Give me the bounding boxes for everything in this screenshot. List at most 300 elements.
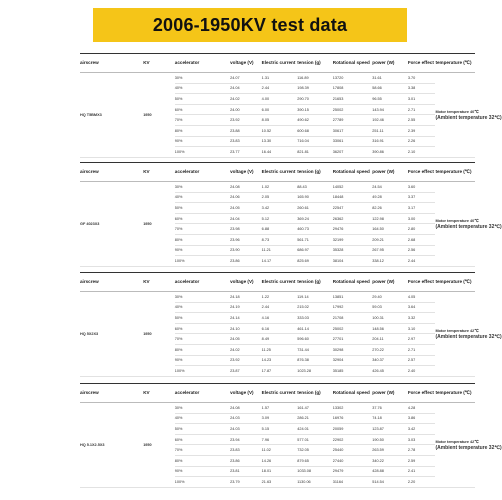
airscrew-cell: HQ 5.1X2.5X3 (80, 403, 143, 488)
data-cell: 23.83 (230, 136, 262, 147)
data-cell: 80% (175, 125, 230, 136)
table-header-row (80, 384, 475, 403)
data-cell: 21.63 (262, 477, 298, 488)
data-cell: 2.10 (408, 147, 436, 158)
data-cell: 122.98 (372, 213, 408, 224)
column-header-power: power (W) (372, 384, 408, 403)
motor-temperature: Motor temperature 42℃ (435, 328, 479, 333)
data-cell: 260.61 (297, 203, 333, 214)
data-cell: 13720 (333, 73, 373, 84)
data-cell: 90% (175, 136, 230, 147)
data-cell: 24.05 (230, 334, 262, 345)
data-cell: 23.90 (230, 245, 262, 256)
column-header-current: Electric current (262, 384, 298, 403)
data-cell: 23.81 (230, 466, 262, 477)
data-cell: 38104 (333, 256, 373, 267)
column-header-airscrew: airscrew (80, 273, 143, 292)
data-cell: 60% (175, 434, 230, 445)
column-header-speed: Rotational speed (333, 273, 373, 292)
airscrew-cell: HQ 5X2X3 (80, 292, 143, 377)
data-cell: 2.20 (408, 477, 436, 488)
data-cell: 3.32 (408, 313, 436, 324)
data-cell: 24.14 (230, 313, 262, 324)
data-cell: 2.56 (408, 245, 436, 256)
column-header-voltage: voltage (V) (230, 273, 262, 292)
data-cell: 514.54 (372, 477, 408, 488)
data-cell: 148.56 (372, 323, 408, 334)
data-cell: 2.44 (262, 302, 298, 313)
data-cell: 6.16 (262, 323, 298, 334)
data-cell: 24.54 (372, 182, 408, 193)
data-cell: 2.44 (408, 256, 436, 267)
data-cell: 686.97 (297, 245, 333, 256)
data-cell: 60% (175, 323, 230, 334)
data-cell: 32904 (333, 355, 373, 366)
data-cell: 286.21 (297, 413, 333, 424)
data-cell: 716.04 (297, 136, 333, 147)
data-cell: 821.81 (297, 147, 333, 158)
ambient-temperature: (Ambient temperature 32℃) (435, 114, 502, 121)
data-cell: 2.57 (408, 355, 436, 366)
data-cell: 23.86 (230, 256, 262, 267)
data-cell: 27701 (333, 334, 373, 345)
data-cell: 36207 (333, 147, 373, 158)
data-cell: 24.18 (230, 292, 262, 303)
column-header-temperature: temperature (℃) (435, 163, 475, 182)
test-data-table (80, 383, 502, 488)
data-cell: 100% (175, 477, 230, 488)
test-table-section (80, 162, 502, 267)
data-cell: 1.22 (262, 292, 298, 303)
data-cell: 13302 (333, 403, 373, 414)
data-cell: 24.08 (230, 182, 262, 193)
data-cell: 3.09 (262, 413, 298, 424)
motor-temperature: Motor temperature 40℃ (435, 218, 479, 223)
data-cell: 215.02 (297, 302, 333, 313)
data-cell: 22547 (333, 203, 373, 214)
column-header-power: power (W) (372, 163, 408, 182)
data-cell: 11.02 (262, 445, 298, 456)
data-cell: 2.40 (408, 366, 436, 377)
kv-cell: 1950 (143, 73, 175, 158)
test-table-section (80, 272, 502, 377)
data-cell: 40% (175, 302, 230, 313)
data-cell: 731.44 (297, 344, 333, 355)
data-cell: 3.37 (408, 192, 436, 203)
data-cell: 23.96 (230, 234, 262, 245)
data-cell: 33061 (333, 136, 373, 147)
data-cell: 20059 (333, 424, 373, 435)
data-cell: 90% (175, 245, 230, 256)
data-cell: 70% (175, 334, 230, 345)
data-cell: 428.88 (372, 466, 408, 477)
data-cell: 3.10 (408, 323, 436, 334)
table-row (80, 182, 475, 193)
data-cell: 13851 (333, 292, 373, 303)
kv-cell: 1950 (143, 292, 175, 377)
data-cell: 23.87 (230, 366, 262, 377)
test-table-section (80, 383, 502, 488)
data-cell: 116.89 (297, 73, 333, 84)
data-cell: 70% (175, 115, 230, 126)
data-cell: 24.03 (230, 424, 262, 435)
data-cell: 333.03 (297, 313, 333, 324)
data-cell: 50% (175, 203, 230, 214)
column-header-speed: Rotational speed (333, 384, 373, 403)
data-cell: 40% (175, 83, 230, 94)
column-header-accelerator: accelerator (175, 384, 230, 403)
motor-temperature: Motor temperature 40℃ (435, 109, 479, 114)
data-cell: 338.12 (372, 256, 408, 267)
ambient-temperature: (Ambient temperature 32℃) (435, 223, 502, 230)
data-cell: 59.03 (372, 302, 408, 313)
temperature-cell (435, 292, 502, 377)
data-cell: 10.52 (262, 125, 298, 136)
column-header-power: power (W) (372, 273, 408, 292)
data-cell: 24.19 (230, 302, 262, 313)
data-cell: 29479 (333, 466, 373, 477)
data-cell: 340.22 (372, 455, 408, 466)
data-cell: 290.70 (297, 94, 333, 105)
data-cell: 1130.06 (297, 477, 333, 488)
data-cell: 14.26 (262, 455, 298, 466)
data-cell: 732.05 (297, 445, 333, 456)
temperature-cell (435, 403, 502, 488)
data-cell: 24.04 (230, 213, 262, 224)
data-cell: 25002 (333, 323, 373, 334)
data-cell: 2.39 (408, 125, 436, 136)
data-cell: 3.64 (408, 302, 436, 313)
data-cell: 251.11 (372, 125, 408, 136)
data-cell: 600.68 (297, 125, 333, 136)
data-cell: 1.57 (262, 403, 298, 414)
data-cell: 23.88 (230, 125, 262, 136)
data-cell: 21708 (333, 313, 373, 324)
data-cell: 24.02 (230, 94, 262, 105)
data-cell: 2.59 (408, 455, 436, 466)
column-header-accelerator: accelerator (175, 163, 230, 182)
column-header-airscrew: airscrew (80, 384, 143, 403)
data-cell: 3.01 (408, 94, 436, 105)
data-cell: 460.73 (297, 224, 333, 235)
data-cell: 4.00 (262, 94, 298, 105)
data-cell: 6.88 (262, 224, 298, 235)
data-cell: 70% (175, 445, 230, 456)
data-cell: 340.37 (372, 355, 408, 366)
data-cell: 164.50 (372, 224, 408, 235)
data-cell: 96.55 (372, 94, 408, 105)
column-header-current: Electric current (262, 163, 298, 182)
data-cell: 21653 (333, 94, 373, 105)
column-header-effect: Force effect (408, 163, 436, 182)
data-cell: 14.23 (262, 355, 298, 366)
ambient-temperature: (Ambient temperature 32℃) (435, 444, 502, 451)
data-cell: 2.05 (262, 192, 298, 203)
data-cell: 369.24 (297, 213, 333, 224)
data-cell: 426.45 (372, 366, 408, 377)
data-cell: 2.68 (408, 234, 436, 245)
column-header-tension: tension (g) (297, 54, 333, 73)
data-cell: 8.05 (262, 115, 298, 126)
data-cell: 123.87 (372, 424, 408, 435)
data-cell: 100% (175, 256, 230, 267)
data-cell: 23.98 (230, 224, 262, 235)
data-cell: 461.14 (297, 323, 333, 334)
data-cell: 16976 (333, 413, 373, 424)
airscrew-cell: GF 4023X3 (80, 182, 143, 267)
data-cell: 90% (175, 466, 230, 477)
data-cell: 26362 (333, 213, 373, 224)
data-cell: 90% (175, 355, 230, 366)
column-header-speed: Rotational speed (333, 54, 373, 73)
data-cell: 198.39 (297, 83, 333, 94)
data-cell: 8.73 (262, 234, 298, 245)
column-header-kv: KV (143, 163, 175, 182)
data-cell: 7.96 (262, 434, 298, 445)
data-cell: 561.71 (297, 234, 333, 245)
data-cell: 24.04 (230, 83, 262, 94)
column-header-temperature: temperature (℃) (435, 54, 475, 73)
data-cell: 40% (175, 413, 230, 424)
data-cell: 316.91 (372, 136, 408, 147)
data-cell: 3.03 (408, 434, 436, 445)
title-banner (93, 8, 407, 42)
column-header-effect: Force effect (408, 54, 436, 73)
column-header-current: Electric current (262, 273, 298, 292)
data-cell: 30% (175, 73, 230, 84)
data-cell: 24.06 (230, 192, 262, 203)
data-cell: 23.79 (230, 477, 262, 488)
data-cell: 58.66 (372, 83, 408, 94)
data-cell: 2.80 (408, 224, 436, 235)
data-cell: 14.17 (262, 256, 298, 267)
data-cell: 2.44 (262, 83, 298, 94)
data-cell: 23.92 (230, 115, 262, 126)
data-cell: 25440 (333, 445, 373, 456)
data-cell: 50% (175, 424, 230, 435)
data-cell: 2.71 (408, 104, 436, 115)
data-cell: 25002 (333, 104, 373, 115)
data-cell: 80% (175, 455, 230, 466)
data-cell: 30% (175, 182, 230, 193)
data-cell: 100.31 (372, 313, 408, 324)
data-cell: 50% (175, 313, 230, 324)
table-row (80, 292, 475, 303)
data-cell: 5.15 (262, 424, 298, 435)
column-header-power: power (W) (372, 54, 408, 73)
data-cell: 3.17 (408, 203, 436, 214)
data-cell: 17.87 (262, 366, 298, 377)
data-cell: 267.95 (372, 245, 408, 256)
data-cell: 29.40 (372, 292, 408, 303)
temperature-cell (435, 73, 502, 158)
data-cell: 82.26 (372, 203, 408, 214)
data-cell: 30% (175, 292, 230, 303)
data-cell: 390.86 (372, 147, 408, 158)
page-title: 2006-1950KV test data (152, 14, 348, 35)
column-header-kv: KV (143, 273, 175, 292)
column-header-voltage: voltage (V) (230, 54, 262, 73)
airscrew-cell: HQ T5BMX3 (80, 73, 143, 158)
data-cell: 74.18 (372, 413, 408, 424)
column-header-tension: tension (g) (297, 384, 333, 403)
data-cell: 24.07 (230, 73, 262, 84)
data-cell: 879.65 (297, 455, 333, 466)
data-cell: 35185 (333, 366, 373, 377)
data-cell: 3.42 (408, 424, 436, 435)
data-cell: 2.41 (408, 466, 436, 477)
data-cell: 2.26 (408, 136, 436, 147)
column-header-airscrew: airscrew (80, 54, 143, 73)
data-cell: 825.69 (297, 256, 333, 267)
data-cell: 11.25 (262, 344, 298, 355)
data-cell: 596.60 (297, 334, 333, 345)
column-header-speed: Rotational speed (333, 163, 373, 182)
data-cell: 30% (175, 403, 230, 414)
data-cell: 1033.08 (297, 466, 333, 477)
column-header-accelerator: accelerator (175, 54, 230, 73)
data-cell: 100% (175, 147, 230, 158)
data-cell: 11.21 (262, 245, 298, 256)
data-cell: 35328 (333, 245, 373, 256)
data-cell: 161.47 (297, 403, 333, 414)
data-cell: 263.59 (372, 445, 408, 456)
table-header-row (80, 163, 475, 182)
table-header-row (80, 54, 475, 73)
data-cell: 18448 (333, 192, 373, 203)
column-header-current: Electric current (262, 54, 298, 73)
column-header-airscrew: airscrew (80, 163, 143, 182)
column-header-temperature: temperature (℃) (435, 384, 475, 403)
data-cell: 2.97 (408, 334, 436, 345)
data-cell: 17992 (333, 302, 373, 313)
kv-cell: 1950 (143, 182, 175, 267)
data-cell: 27789 (333, 115, 373, 126)
test-data-table (80, 272, 502, 377)
motor-temperature: Motor temperature 42℃ (435, 439, 479, 444)
data-cell: 2.71 (408, 344, 436, 355)
data-cell: 24.00 (230, 104, 262, 115)
column-header-kv: KV (143, 54, 175, 73)
column-header-temperature: temperature (℃) (435, 273, 475, 292)
kv-cell: 1950 (143, 403, 175, 488)
data-cell: 1.02 (262, 182, 298, 193)
test-data-table (80, 162, 502, 267)
data-cell: 40% (175, 192, 230, 203)
column-header-kv: KV (143, 384, 175, 403)
data-cell: 29476 (333, 224, 373, 235)
data-cell: 5.12 (262, 213, 298, 224)
data-cell: 8.49 (262, 334, 298, 345)
table-header-row (80, 273, 475, 292)
data-cell: 1023.28 (297, 366, 333, 377)
temperature-cell (435, 182, 502, 267)
data-cell: 16.44 (262, 147, 298, 158)
data-cell: 24.02 (230, 344, 262, 355)
data-cell: 13.30 (262, 136, 298, 147)
data-cell: 190.50 (372, 434, 408, 445)
data-cell: 31164 (333, 477, 373, 488)
data-cell: 60% (175, 104, 230, 115)
test-data-table (80, 53, 502, 158)
data-cell: 22902 (333, 434, 373, 445)
column-header-tension: tension (g) (297, 273, 333, 292)
data-cell: 23.86 (230, 455, 262, 466)
data-cell: 17808 (333, 83, 373, 94)
data-cell: 3.38 (408, 83, 436, 94)
data-cell: 209.21 (372, 234, 408, 245)
test-table-section (80, 53, 502, 158)
data-cell: 70% (175, 224, 230, 235)
data-cell: 3.60 (408, 182, 436, 193)
data-cell: 3.42 (262, 203, 298, 214)
data-cell: 49.28 (372, 192, 408, 203)
data-cell: 577.01 (297, 434, 333, 445)
data-cell: 88.43 (297, 182, 333, 193)
data-cell: 24.05 (230, 203, 262, 214)
data-cell: 490.62 (297, 115, 333, 126)
data-cell: 23.94 (230, 434, 262, 445)
data-cell: 23.77 (230, 147, 262, 158)
data-cell: 119.14 (297, 292, 333, 303)
data-cell: 27440 (333, 455, 373, 466)
data-cell: 24.10 (230, 323, 262, 334)
data-cell: 3.86 (408, 413, 436, 424)
data-cell: 3.70 (408, 73, 436, 84)
data-cell: 23.92 (230, 355, 262, 366)
data-cell: 37.76 (372, 403, 408, 414)
data-cell: 4.16 (262, 313, 298, 324)
data-cell: 4.05 (408, 292, 436, 303)
ambient-temperature: (Ambient temperature 32℃) (435, 333, 502, 340)
data-cell: 390.15 (297, 104, 333, 115)
data-cell: 2.55 (408, 115, 436, 126)
data-cell: 14052 (333, 182, 373, 193)
data-cell: 18.01 (262, 466, 298, 477)
data-cell: 60% (175, 213, 230, 224)
data-cell: 24.03 (230, 413, 262, 424)
data-cell: 2.78 (408, 445, 436, 456)
data-cell: 165.90 (297, 192, 333, 203)
data-cell: 80% (175, 344, 230, 355)
data-cell: 1.31 (262, 73, 298, 84)
data-cell: 50% (175, 94, 230, 105)
data-cell: 424.01 (297, 424, 333, 435)
column-header-voltage: voltage (V) (230, 384, 262, 403)
data-cell: 30298 (333, 344, 373, 355)
data-cell: 270.22 (372, 344, 408, 355)
column-header-effect: Force effect (408, 384, 436, 403)
data-cell: 100% (175, 366, 230, 377)
column-header-tension: tension (g) (297, 163, 333, 182)
data-cell: 24.08 (230, 403, 262, 414)
data-cell: 192.46 (372, 115, 408, 126)
data-cell: 32199 (333, 234, 373, 245)
data-cell: 31.61 (372, 73, 408, 84)
data-cell: 4.28 (408, 403, 436, 414)
data-cell: 23.83 (230, 445, 262, 456)
data-cell: 876.38 (297, 355, 333, 366)
data-cell: 80% (175, 234, 230, 245)
data-cell: 30617 (333, 125, 373, 136)
data-cell: 6.00 (262, 104, 298, 115)
column-header-accelerator: accelerator (175, 273, 230, 292)
data-cell: 143.94 (372, 104, 408, 115)
table-row (80, 403, 475, 414)
data-cell: 204.11 (372, 334, 408, 345)
table-row (80, 73, 475, 84)
data-cell: 3.00 (408, 213, 436, 224)
